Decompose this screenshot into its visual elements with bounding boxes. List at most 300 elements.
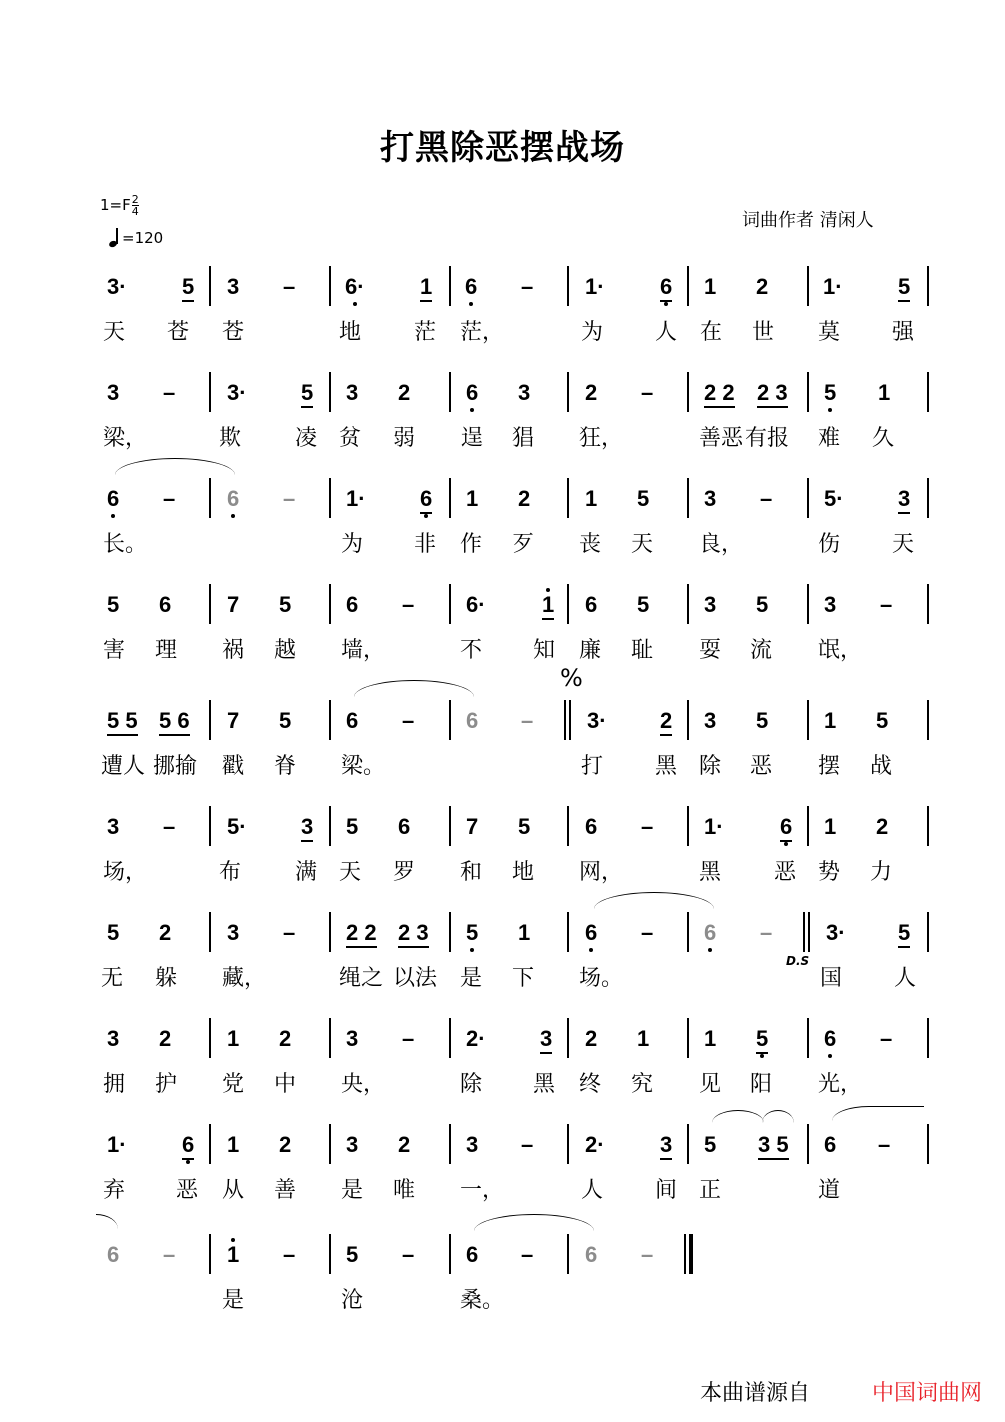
lyric: 从 xyxy=(222,1178,245,1203)
score-system xyxy=(0,912,1005,1012)
note: 2· xyxy=(466,1026,486,1051)
barline xyxy=(567,1124,569,1164)
key-signature xyxy=(100,194,139,217)
note: 5 xyxy=(898,274,910,302)
lyric: 难 xyxy=(818,426,841,451)
barline xyxy=(449,806,451,846)
lyric: 沧 xyxy=(341,1288,364,1313)
score-system xyxy=(0,1234,1005,1334)
note: 7 xyxy=(227,708,240,733)
lyric: 打 xyxy=(581,754,604,779)
note: 2 3 xyxy=(398,920,429,948)
lyric: 天 xyxy=(631,532,654,557)
note: 2 xyxy=(159,920,172,945)
note: 6· xyxy=(345,274,365,299)
barline xyxy=(927,806,929,846)
note: 5 xyxy=(182,274,194,302)
note: 1· xyxy=(704,814,724,839)
note: 2 xyxy=(756,274,769,299)
barline xyxy=(329,478,331,518)
note: 1 xyxy=(878,380,891,405)
note: 5 xyxy=(279,708,292,733)
barline xyxy=(209,1018,211,1058)
note: – xyxy=(402,708,415,733)
song-title: 打黑除恶摆战场 xyxy=(380,128,625,168)
lyric: 世 xyxy=(752,320,775,345)
final-barline xyxy=(684,1234,694,1274)
note: – xyxy=(402,1242,415,1267)
note: – xyxy=(283,1242,296,1267)
note: 6 xyxy=(824,1026,837,1051)
barline xyxy=(209,584,211,624)
note: 3 5 xyxy=(758,1132,789,1160)
barline xyxy=(329,1018,331,1058)
lyric: 势 xyxy=(818,860,841,885)
note: 6 xyxy=(585,814,598,839)
lyric: 脊 xyxy=(274,754,297,779)
barline xyxy=(329,372,331,412)
barline xyxy=(927,584,929,624)
score-system xyxy=(0,1018,1005,1118)
lyric: 茫 xyxy=(414,320,437,345)
author-credit: 词曲作者 清闲人 xyxy=(742,210,874,231)
lyric: 遭人 xyxy=(101,754,146,779)
lyric: 人 xyxy=(581,1178,604,1203)
barline xyxy=(927,266,929,306)
barline xyxy=(567,266,569,306)
lyric: 摆 xyxy=(818,754,841,779)
note: 2 2 xyxy=(346,920,377,948)
lyric: 藏， xyxy=(222,966,267,991)
score-system xyxy=(0,584,1005,684)
note: – xyxy=(641,814,654,839)
barline xyxy=(449,912,451,952)
lyric: 欺 xyxy=(219,426,242,451)
barline xyxy=(687,266,689,306)
note: – xyxy=(641,920,654,945)
note: 6 xyxy=(346,708,359,733)
note: 6 xyxy=(585,920,598,945)
barline xyxy=(807,1124,809,1164)
site-name[interactable]: 中国词曲网 xyxy=(872,1381,983,1406)
lyric: 挪揄 xyxy=(153,754,198,779)
lyric: 不 xyxy=(460,638,483,663)
barline xyxy=(329,1234,331,1274)
note: – xyxy=(880,1026,893,1051)
lyric: 终 xyxy=(579,1072,602,1097)
note: 1 xyxy=(704,274,717,299)
lyric: 作 xyxy=(460,532,483,557)
lyric: 护 xyxy=(155,1072,178,1097)
barline xyxy=(927,1018,929,1058)
note: 5 6 xyxy=(159,708,190,736)
lyric: 非 xyxy=(414,532,437,557)
lyric: 天 xyxy=(892,532,915,557)
lyric: 为 xyxy=(581,320,604,345)
score-system xyxy=(0,478,1005,578)
note: 1 xyxy=(585,486,598,511)
lyric: 地 xyxy=(339,320,362,345)
note: 5 xyxy=(346,814,359,839)
lyric: 恶 xyxy=(750,754,773,779)
barline xyxy=(927,372,929,412)
note: – xyxy=(521,274,534,299)
score-system xyxy=(0,372,1005,472)
barline xyxy=(449,478,451,518)
note: – xyxy=(878,1132,891,1157)
note: 6 xyxy=(780,814,792,842)
lyric: 逞 xyxy=(461,426,484,451)
lyric: 良， xyxy=(699,532,744,557)
note: – xyxy=(521,1242,534,1267)
note: 5 xyxy=(301,380,313,408)
barline xyxy=(567,806,569,846)
barline xyxy=(687,912,689,952)
barline xyxy=(209,1124,211,1164)
note: 1 xyxy=(227,1242,240,1267)
barline xyxy=(329,584,331,624)
note: 1· xyxy=(346,486,366,511)
note: – xyxy=(283,274,296,299)
lyric: 天 xyxy=(339,860,362,885)
note: 6 xyxy=(585,1242,598,1267)
note: – xyxy=(283,920,296,945)
lyric: 间 xyxy=(655,1178,678,1203)
lyric: 墙， xyxy=(341,638,386,663)
note: 6 xyxy=(346,592,359,617)
segno-sign: % xyxy=(560,664,583,692)
barline xyxy=(209,266,211,306)
barline xyxy=(209,806,211,846)
note: 1 xyxy=(227,1132,240,1157)
lyric: 越 xyxy=(274,638,297,663)
barline xyxy=(449,266,451,306)
note: 6 xyxy=(159,592,172,617)
lyric: 苍 xyxy=(222,320,245,345)
lyric: 弃 xyxy=(103,1178,126,1203)
note: 1 xyxy=(420,274,432,302)
lyric: 耍 xyxy=(699,638,722,663)
note: 5 xyxy=(279,592,292,617)
note: 1 xyxy=(518,920,531,945)
tempo-value: =120 xyxy=(122,229,164,247)
note: 7 xyxy=(466,814,479,839)
note: 1 xyxy=(227,1026,240,1051)
note: 1 xyxy=(466,486,479,511)
time-signature xyxy=(132,194,139,217)
lyric: 知 xyxy=(533,638,556,663)
barline xyxy=(329,700,331,740)
note: 3 xyxy=(898,486,910,514)
note: 3 xyxy=(227,920,240,945)
note: – xyxy=(760,486,773,511)
note: 2 xyxy=(660,708,672,736)
lyric: 恶 xyxy=(774,860,797,885)
lyric: 黑 xyxy=(533,1072,556,1097)
barline xyxy=(687,1018,689,1058)
score-system xyxy=(0,266,1005,366)
note: 6 xyxy=(465,274,478,299)
barline xyxy=(209,912,211,952)
barline xyxy=(687,1124,689,1164)
lyric: 和 xyxy=(460,860,483,885)
time-numerator: 2 xyxy=(131,193,139,206)
note: 5 xyxy=(756,708,769,733)
barline xyxy=(927,912,929,952)
note: 1· xyxy=(585,274,605,299)
note: – xyxy=(880,592,893,617)
barline xyxy=(567,478,569,518)
note: 5 xyxy=(756,1026,768,1054)
lyric: 理 xyxy=(155,638,178,663)
barline xyxy=(687,478,689,518)
lyric: 下 xyxy=(512,966,535,991)
note: 3 xyxy=(301,814,313,842)
lyric: 弱 xyxy=(393,426,416,451)
note: 3 xyxy=(346,1026,359,1051)
note: 5 xyxy=(898,920,910,948)
barline xyxy=(209,1234,211,1274)
note: 6 xyxy=(585,592,598,617)
note: 6 xyxy=(182,1132,194,1160)
time-denominator: 4 xyxy=(131,205,139,218)
lyric: 茫， xyxy=(460,320,505,345)
lyric: 光， xyxy=(818,1072,863,1097)
double-barline xyxy=(564,700,572,740)
lyric: 绳之 xyxy=(339,966,384,991)
lyric: 莫 xyxy=(818,320,841,345)
note: 2 xyxy=(398,1132,411,1157)
lyric: 害 xyxy=(103,638,126,663)
note: 2 xyxy=(279,1026,292,1051)
note: 3 xyxy=(704,486,717,511)
score-system xyxy=(0,806,1005,906)
lyric: 贫 xyxy=(339,426,362,451)
lyric: 地 xyxy=(512,860,535,885)
note: 2 xyxy=(279,1132,292,1157)
note: 2 xyxy=(518,486,531,511)
lyric: 天 xyxy=(103,320,126,345)
note: 1 xyxy=(637,1026,650,1051)
note: 2 xyxy=(876,814,889,839)
barline xyxy=(209,700,211,740)
note: – xyxy=(521,1132,534,1157)
note: – xyxy=(760,920,773,945)
note: 5 xyxy=(637,592,650,617)
note: 2 xyxy=(585,380,598,405)
note: 2 xyxy=(585,1026,598,1051)
key-label: 1=F xyxy=(100,196,131,214)
note: 6 xyxy=(107,486,120,511)
lyric: 正 xyxy=(699,1178,722,1203)
lyric: 祸 xyxy=(222,638,245,663)
lyric: 氓， xyxy=(818,638,863,663)
lyric: 罗 xyxy=(393,860,416,885)
barline xyxy=(567,912,569,952)
barline xyxy=(329,806,331,846)
lyric: 强 xyxy=(892,320,915,345)
lyric: 廉 xyxy=(579,638,602,663)
lyric: 场， xyxy=(103,860,148,885)
tie xyxy=(832,1106,924,1121)
note: 7 xyxy=(227,592,240,617)
barline xyxy=(449,584,451,624)
note: – xyxy=(641,1242,654,1267)
note: 3 xyxy=(660,1132,672,1160)
lyric: 黑 xyxy=(655,754,678,779)
note: – xyxy=(163,380,176,405)
barline xyxy=(567,1234,569,1274)
lyric: 桑。 xyxy=(460,1288,505,1313)
note: 3 xyxy=(466,1132,479,1157)
lyric: 为 xyxy=(341,532,364,557)
note: 2 xyxy=(398,380,411,405)
note: 5 xyxy=(518,814,531,839)
lyric: 躲 xyxy=(155,966,178,991)
lyric: 布 xyxy=(219,860,242,885)
lyric: 力 xyxy=(870,860,893,885)
note: 3 xyxy=(227,274,240,299)
lyric: 狂， xyxy=(579,426,624,451)
note: 3 xyxy=(704,708,717,733)
note: 3· xyxy=(826,920,846,945)
note: 6 xyxy=(466,380,479,405)
lyric: 黑 xyxy=(699,860,722,885)
lyric: 党 xyxy=(222,1072,245,1097)
lyric: 善 xyxy=(274,1178,297,1203)
barline xyxy=(209,372,211,412)
lyric: 一， xyxy=(460,1178,505,1203)
note: 3 xyxy=(346,380,359,405)
note: 3 xyxy=(704,592,717,617)
barline xyxy=(927,1124,929,1164)
note: 3 xyxy=(107,1026,120,1051)
lyric: 拥 xyxy=(103,1072,126,1097)
barline xyxy=(449,1018,451,1058)
lyric: 戳 xyxy=(222,754,245,779)
lyric: 伤 xyxy=(818,532,841,557)
note: – xyxy=(163,1242,176,1267)
note: 6 xyxy=(398,814,411,839)
note: 5 xyxy=(107,920,120,945)
note: 3· xyxy=(107,274,127,299)
barline xyxy=(687,584,689,624)
note: 5 xyxy=(346,1242,359,1267)
lyric: 见 xyxy=(699,1072,722,1097)
lyric: 唯 xyxy=(393,1178,416,1203)
lyric: 是 xyxy=(460,966,483,991)
lyric: 耻 xyxy=(631,638,654,663)
barline xyxy=(687,372,689,412)
lyric: 除 xyxy=(460,1072,483,1097)
barline xyxy=(209,478,211,518)
barline xyxy=(567,584,569,624)
lyric: 无 xyxy=(101,966,124,991)
barline xyxy=(807,1018,809,1058)
note: 6· xyxy=(466,592,486,617)
note: 6 xyxy=(466,1242,479,1267)
barline xyxy=(449,372,451,412)
note: – xyxy=(163,486,176,511)
note: – xyxy=(402,592,415,617)
lyric: 究 xyxy=(631,1072,654,1097)
lyric: 战 xyxy=(870,754,893,779)
barline xyxy=(927,478,929,518)
note: – xyxy=(521,708,534,733)
note: 2 3 xyxy=(757,380,788,408)
lyric: 有报 xyxy=(745,426,790,451)
note: 2· xyxy=(585,1132,605,1157)
lyric: 凌 xyxy=(295,426,318,451)
note: 5· xyxy=(824,486,844,511)
note: 6 xyxy=(227,486,240,511)
barline xyxy=(807,584,809,624)
note: – xyxy=(402,1026,415,1051)
note: 5 xyxy=(824,380,837,405)
note: 6 xyxy=(660,274,672,302)
barline xyxy=(807,700,809,740)
lyric: 国 xyxy=(820,966,843,991)
lyric: 梁。 xyxy=(341,754,386,779)
lyric: 善恶 xyxy=(699,426,744,451)
note: 1 xyxy=(824,708,837,733)
tempo-marking xyxy=(108,228,163,248)
lyric: 场。 xyxy=(579,966,624,991)
note: 2 xyxy=(159,1026,172,1051)
lyric: 歹 xyxy=(512,532,535,557)
note: 6 xyxy=(107,1242,120,1267)
note: 5 xyxy=(756,592,769,617)
barline xyxy=(807,372,809,412)
note: 1· xyxy=(107,1132,127,1157)
lyric: 人 xyxy=(655,320,678,345)
note: 6 xyxy=(824,1132,837,1157)
note: 3 xyxy=(518,380,531,405)
lyric: 长。 xyxy=(103,532,148,557)
lyric: 是 xyxy=(341,1178,364,1203)
lyric: 除 xyxy=(699,754,722,779)
lyric: 人 xyxy=(894,966,917,991)
barline xyxy=(449,700,451,740)
note: – xyxy=(283,486,296,511)
barline xyxy=(567,1018,569,1058)
lyric: 中 xyxy=(274,1072,297,1097)
score-system xyxy=(0,700,1005,800)
note: 1 xyxy=(824,814,837,839)
lyric: 以法 xyxy=(393,966,438,991)
note: 1· xyxy=(823,274,843,299)
barline xyxy=(807,478,809,518)
barline xyxy=(449,1234,451,1274)
lyric: 丧 xyxy=(579,532,602,557)
note: 1 xyxy=(704,1026,717,1051)
note: 5 xyxy=(107,592,120,617)
lyric: 在 xyxy=(700,320,723,345)
lyric: 是 xyxy=(222,1288,245,1313)
barline xyxy=(807,806,809,846)
note: 3· xyxy=(227,380,247,405)
note: – xyxy=(163,814,176,839)
note: 3 xyxy=(107,814,120,839)
lyric: 猖 xyxy=(512,426,535,451)
da-segno-marking: D.S xyxy=(786,954,810,968)
note: 5 xyxy=(704,1132,717,1157)
note: 6 xyxy=(420,486,432,514)
note: 6 xyxy=(466,708,479,733)
note: 3· xyxy=(587,708,607,733)
lyric: 满 xyxy=(295,860,318,885)
note: 3 xyxy=(540,1026,552,1054)
